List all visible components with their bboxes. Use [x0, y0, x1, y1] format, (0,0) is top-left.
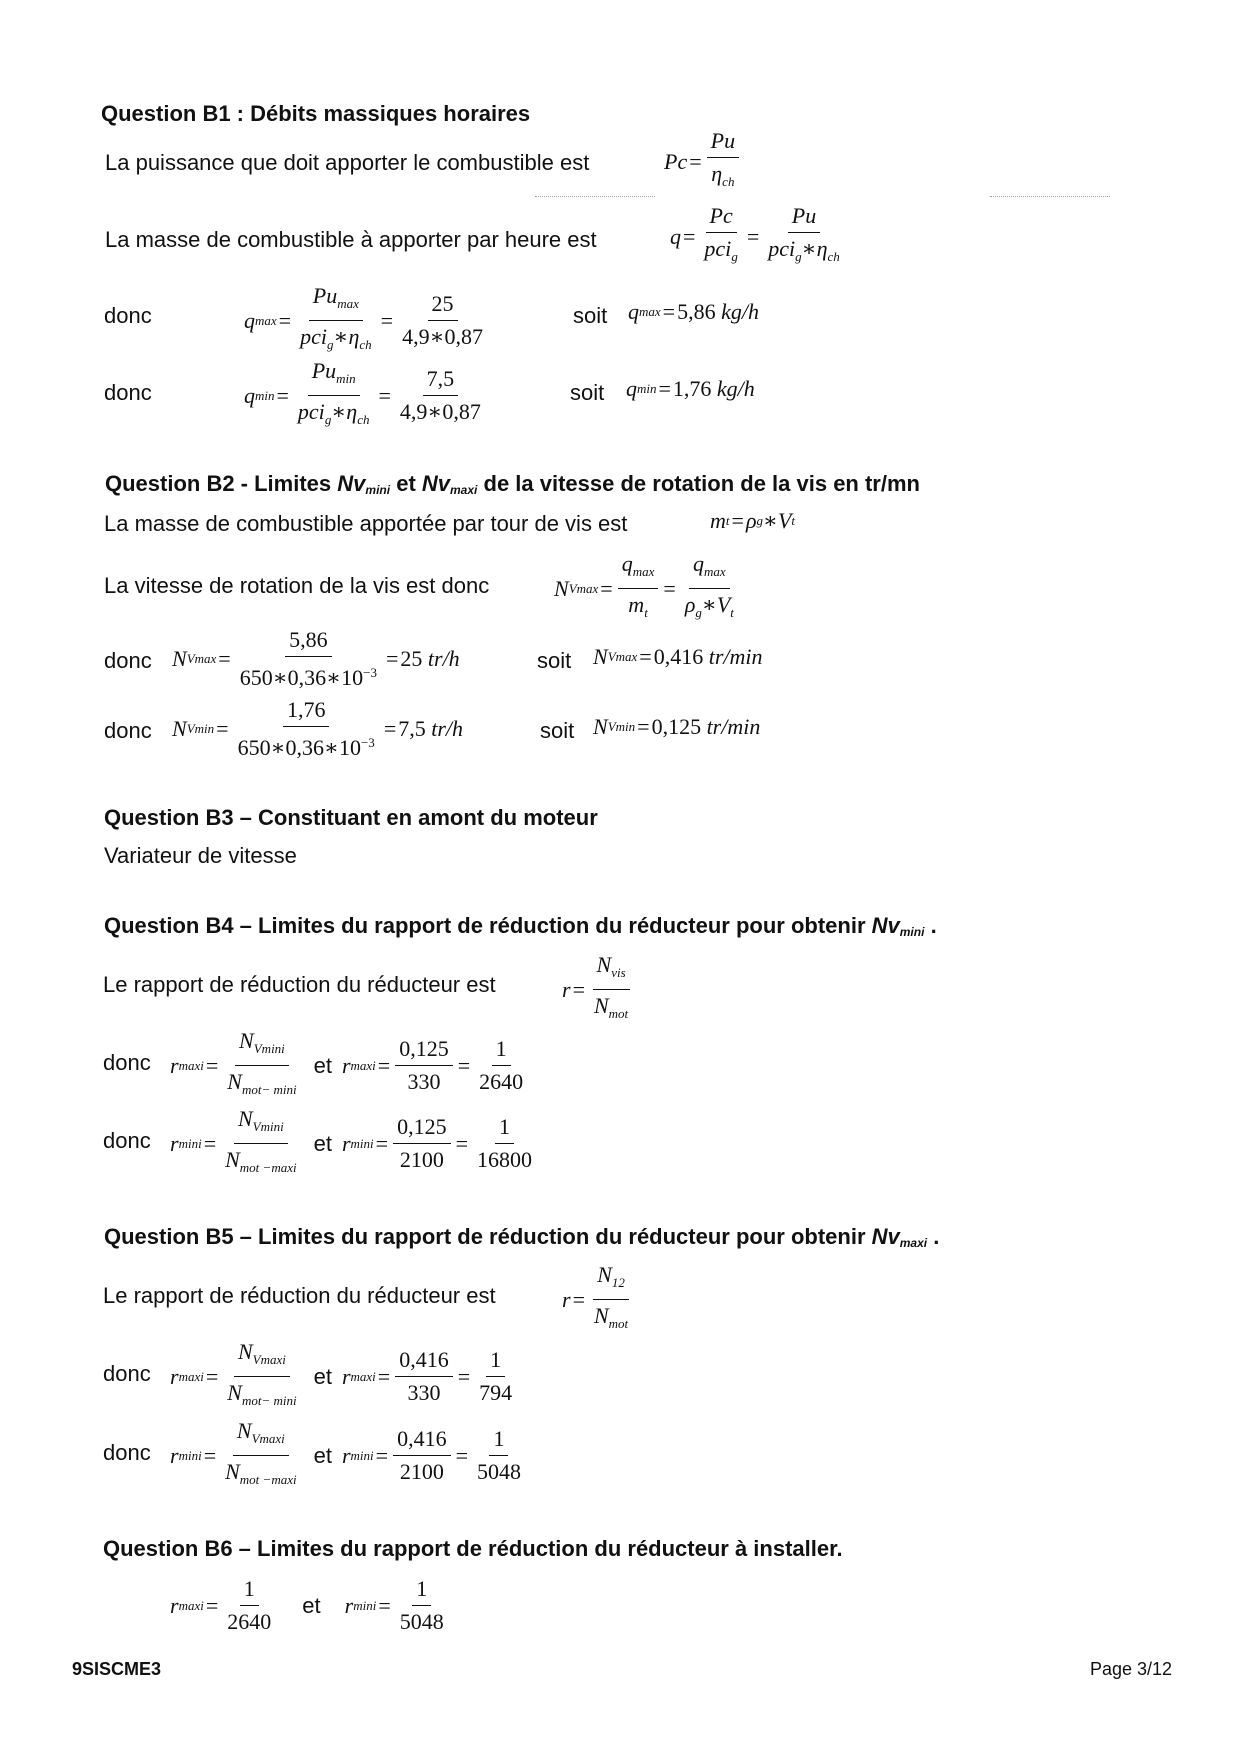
b1-pu-max: 25	[428, 291, 458, 321]
b4-donc-2: donc	[103, 1128, 151, 1153]
b2-soit-1: soit	[537, 648, 572, 673]
b1-result-qmax: q max = 5,86 kg/h	[628, 299, 759, 324]
b2-line1: La masse de combustible apportée par tour de vis est	[104, 511, 628, 536]
b2-soit-2: soit	[540, 718, 575, 743]
b4-eq-r: r = $\frac{N_{vis}}{N_{mot}}$	[562, 952, 629, 1021]
b1-line2: La masse de combustible à apporter par heure est	[105, 227, 597, 252]
scan-dots	[990, 196, 1110, 197]
b1-qmin-value: 1,76	[672, 376, 712, 401]
b5-eq-rmaxi: r maxi = $\frac{N_{Vmaxi}}{N_{mot- mini}}$ et r maxi = $\frac{0,416}{330}$ = $\frac{1}{794}$	[170, 1339, 513, 1408]
b5-line1: Le rapport de réduction du réducteur est	[103, 1283, 496, 1308]
b1-soit-1: soit	[573, 303, 608, 328]
b1-soit-2: soit	[570, 380, 605, 405]
b2-donc-2: donc	[104, 718, 152, 743]
b4-donc-1: donc	[103, 1050, 151, 1075]
scan-dots	[535, 196, 655, 197]
b5-eq-rmini: r mini = $\frac{N_{Vmaxi}}{N_{mot -maxi}}$ et r mini = $\frac{0,416}{2100}$ = $\frac{1}{5048}$	[170, 1418, 521, 1487]
b3-heading: Question B3 – Constituant en amont du moteur	[104, 805, 598, 830]
b1-qmax-value: 5,86	[677, 299, 716, 324]
b1-line1: La puissance que doit apporter le combustible est	[105, 150, 590, 175]
b4-eq-rmaxi: r maxi = $\frac{N_{Vmini}}{N_{mot- mini}}$ et r maxi = $\frac{0,125}{330}$ = $\frac{1}{2640}$	[170, 1028, 524, 1097]
b1-unit: kg/h	[721, 299, 759, 324]
b5-donc-1: donc	[103, 1361, 151, 1386]
b6-eq: r maxi = $\frac{1}{2640}$ et r mini = $\frac{1}{5048}$	[170, 1576, 444, 1634]
b1-result-qmin: q min = 1,76 kg/h	[626, 376, 755, 401]
b1-heading: Question B1 : Débits massiques horaires	[101, 101, 531, 126]
b2-heading: Question B2 - Limites $Nv_{mini}$ et $Nv_{maxi}$ de la vitesse de rotation de la vis en tr/mn	[105, 471, 920, 497]
b1-donc-2: donc	[104, 380, 152, 405]
b2-eq-nvmax: N Vmax = $\frac{q_{max}}{m_t}$ = $\frac{q_{max}}{\rho_g∗V_t}$	[554, 551, 734, 620]
b2-eq-max: N Vmax = $\frac{5,86}{650∗0,36∗10^{-3}}$ = 25 tr/h	[172, 627, 460, 690]
b6-heading: Question B6 – Limites du rapport de réduction du réducteur à installer.	[103, 1536, 843, 1561]
b1-eq-pc: Pc = $\frac{Pu}{\eta_{ch}}$	[664, 128, 742, 195]
b2-result-min: N Vmin = 0,125 tr/min	[593, 714, 761, 739]
b2-line2: La vitesse de rotation de la vis est donc	[104, 573, 490, 598]
b1-denom: 4,9∗0,87	[402, 324, 484, 349]
b2-eq-mt: m t = ρ g ∗ V t	[710, 508, 796, 533]
b3-answer: Variateur de vitesse	[104, 843, 297, 868]
b1-denom: 4,9∗0,87	[399, 399, 481, 424]
b4-line1: Le rapport de réduction du réducteur est	[103, 972, 496, 997]
b2-donc-1: donc	[104, 648, 152, 673]
footer-code: 9SISCME3	[72, 1659, 162, 1679]
b4-heading: Question B4 – Limites du rapport de réduction du réducteur pour obtenir $Nv_{mini}$ .	[104, 913, 937, 939]
b1-donc-1: donc	[104, 303, 152, 328]
b1-eq-qmin: q min = $\frac{Pu_{min}}{pci_g∗\eta_{ch}}$ = $\frac{7,5}{4,9∗0,87}$	[244, 358, 488, 433]
b2-result-max: N Vmax = 0,416 tr/min	[593, 644, 763, 669]
footer-page-number: Page 3/12	[1090, 1659, 1173, 1679]
b1-eq-qmax: q max = $\frac{Pu_{max}}{pci_g∗\eta_{ch}}$ = $\frac{25}{4,9∗0,87}$	[244, 283, 490, 358]
b2-eq-min: N Vmin = $\frac{1,76}{650∗0,36∗10^{-3}}$ = 7,5 tr/h	[172, 697, 464, 760]
b1-eq-q: q = $\frac{Pc}{pci_g}$ = $\frac{Pu}{pci_g∗\eta_{ch}}$	[670, 203, 840, 264]
b5-donc-2: donc	[103, 1440, 151, 1465]
b1-unit: kg/h	[716, 376, 755, 401]
b5-heading: Question B5 – Limites du rapport de réduction du réducteur pour obtenir $Nv_{maxi}$ .	[104, 1224, 940, 1250]
b4-eq-rmini: r mini = $\frac{N_{Vmini}}{N_{mot -maxi}}$ et r mini = $\frac{0,125}{2100}$ = $\frac{1}{16800}$	[170, 1106, 532, 1175]
b5-eq-r: r = $\frac{N_{12}}{N_{mot}}$	[562, 1262, 629, 1331]
b1-pu-min: 7,5	[423, 366, 459, 396]
